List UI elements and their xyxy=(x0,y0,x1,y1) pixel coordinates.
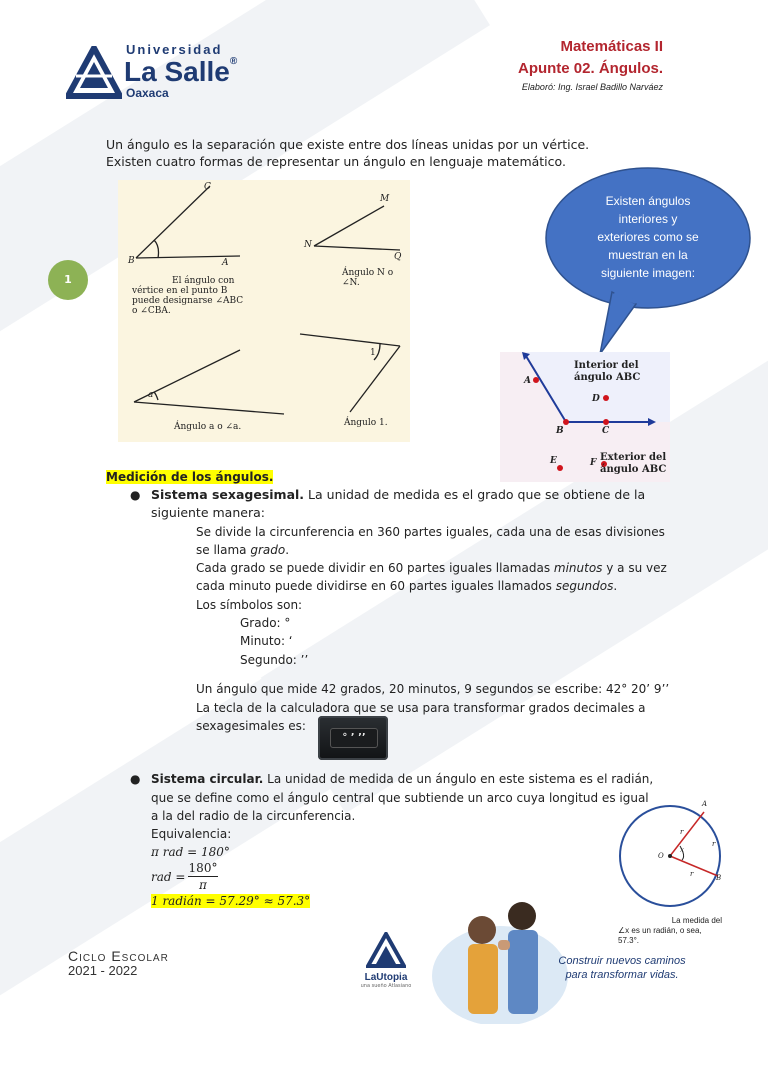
fraction-denominator: π xyxy=(199,878,207,892)
callout-line: interiores y xyxy=(618,212,678,226)
point-a-label: A xyxy=(524,376,531,386)
equation-one-radian-text: 1 radián = 57.29° ≈ 57.3° xyxy=(151,894,311,908)
point-f-label: F xyxy=(590,458,597,468)
point-b-label: B xyxy=(128,256,135,266)
radian-circle-figure xyxy=(614,800,726,910)
symbol-degree: Grado: ° xyxy=(240,616,291,630)
circle-caption-line: La medida del xyxy=(671,916,722,925)
intro-line-1: Un ángulo es la separación que existe entre dos líneas unidas por un vértice. xyxy=(106,137,590,152)
sexagesimal-p2-line2 xyxy=(196,577,617,595)
cycle-years: 2021 - 2022 xyxy=(68,963,138,978)
point-m-label: M xyxy=(380,194,390,204)
point-q-label: Q xyxy=(394,252,402,262)
angle-alpha-mark: a xyxy=(148,390,154,400)
dms-key-label: ° ’ ’’ xyxy=(342,732,366,743)
callout-line: siguiente imagen: xyxy=(600,266,696,280)
circle-caption-line: 57.3°. xyxy=(618,936,639,945)
equation-rad-fraction xyxy=(188,860,218,893)
sexagesimal-p2-line1 xyxy=(196,559,667,577)
caption-line: El ángulo con xyxy=(172,276,235,286)
sexagesimal-p1-line2 xyxy=(196,541,289,559)
bullet-dot: ● xyxy=(130,772,141,786)
fraction-numerator: 180° xyxy=(188,861,218,875)
calculator-line-1: La tecla de la calculadora que se usa para transformar grados decimales a xyxy=(196,701,646,715)
sexagesimal-term: Sistema sexagesimal. xyxy=(151,487,305,502)
slogan xyxy=(552,954,692,982)
text-emphasis: grado xyxy=(250,543,286,557)
interior-title xyxy=(574,360,640,384)
circle-angle-x: x xyxy=(680,846,684,854)
example-line: Un ángulo que mide 42 grados, 20 minutos, 9 segundos se escribe: 42° 20’ 9’’ xyxy=(196,682,670,696)
text-fragment: cada minuto puede dividirse en 60 partes iguales llamados xyxy=(196,579,556,593)
caption-angle-a: Ángulo a o ∠a. xyxy=(174,422,242,432)
sexagesimal-lead xyxy=(151,486,663,504)
calculator-key-image xyxy=(318,716,388,760)
bullet-dot: ● xyxy=(130,488,141,502)
lautopia-tagline: una sueño Atlasiano xyxy=(360,983,412,989)
circle-radius-label: r xyxy=(690,870,694,878)
caption-angle-one: Ángulo 1. xyxy=(344,418,388,428)
callout-text xyxy=(564,192,732,282)
text-fragment: se llama xyxy=(196,543,251,557)
radian-circle-drawing xyxy=(614,800,726,910)
caption-angle-n: Ángulo N o ∠N. xyxy=(342,268,394,288)
caption-line: puede designarse ∠ABC xyxy=(132,296,244,306)
equation-pi-rad: π rad = 180° xyxy=(151,845,230,859)
angle-notation-figure xyxy=(118,180,410,442)
circular-line-2: que se define como el ángulo central que subtiende un arco cuya longitud es igual xyxy=(151,791,649,805)
circular-line-3: a la del radio de la circunferencia. xyxy=(151,809,356,823)
slogan-line: para transformar vidas. xyxy=(565,969,679,981)
text-fragment: Cada grado se puede dividir en 60 partes iguales llamadas xyxy=(196,561,554,575)
note-title: Apunte 02. Ángulos. xyxy=(517,60,663,77)
point-d-label: D xyxy=(592,394,600,404)
point-a-label: A xyxy=(222,258,229,268)
dms-key xyxy=(330,728,378,748)
point-e-label: E xyxy=(550,456,557,466)
campus-name: Oaxaca xyxy=(126,86,169,100)
circle-point-a: A xyxy=(702,800,708,808)
students-photo xyxy=(430,880,570,1024)
section-title xyxy=(106,470,273,484)
circular-line1-text: La unidad de medida de un ángulo en este sistema es el radián, xyxy=(267,772,654,786)
university-word: Universidad xyxy=(126,42,223,57)
author-credit: Elaboró: Ing. Israel Badillo Narváez xyxy=(521,82,663,92)
exterior-title-line: ángulo ABC xyxy=(600,464,667,475)
text-emphasis: segundos xyxy=(555,579,614,593)
symbol-minute: Minuto: ‘ xyxy=(240,634,293,648)
course-title: Matemáticas II xyxy=(560,38,663,55)
circle-radius-label: r xyxy=(712,840,716,848)
circle-caption-line: ∠x es un radián, o sea, xyxy=(618,926,702,935)
page-number: 1 xyxy=(64,273,72,286)
equivalence-label: Equivalencia: xyxy=(151,827,232,841)
school-cycle xyxy=(68,948,169,978)
students-illustration xyxy=(430,880,570,1024)
caption-line: vértice en el punto B xyxy=(132,286,228,296)
circle-center-o: O xyxy=(658,852,664,860)
point-c-label: C xyxy=(602,426,610,436)
lautopia-mountain-icon xyxy=(366,932,406,968)
calculator-line-2: sexagesimales es: xyxy=(196,719,306,733)
circle-caption xyxy=(616,916,722,946)
callout-bubble xyxy=(544,166,752,356)
exterior-title xyxy=(600,452,666,476)
equation-rad-lhs: rad = xyxy=(151,870,186,884)
callout-line: muestran en la xyxy=(608,248,688,262)
point-c-label: C xyxy=(204,182,211,192)
text-emphasis: minutos xyxy=(553,561,603,575)
symbol-second: Segundo: ’’ xyxy=(240,653,309,667)
text-fragment: y a su vez xyxy=(602,561,667,575)
sexagesimal-lead-2: siguiente manera: xyxy=(151,505,265,520)
point-b-label: B xyxy=(556,426,564,436)
interior-title-line: ángulo ABC xyxy=(574,372,641,383)
registered-mark: ® xyxy=(229,56,238,67)
circle-point-b: B xyxy=(716,874,722,882)
text-fragment: . xyxy=(613,579,618,593)
caption-line: o ∠CBA. xyxy=(132,306,171,316)
interior-title-line: Interior del xyxy=(574,360,639,371)
brand-text: La Salle xyxy=(124,56,230,87)
slogan-line: Construir nuevos caminos xyxy=(558,955,686,967)
sexagesimal-p1-line1: Se divide la circunferencia en 360 partes iguales, cada una de esas divisiones xyxy=(196,525,665,539)
interior-exterior-figure xyxy=(500,352,670,482)
cycle-label: Ciclo Escolar xyxy=(68,948,169,964)
symbols-title: Los símbolos son: xyxy=(196,598,303,612)
lautopia-wordmark: LaUtopia xyxy=(364,972,408,983)
lautopia-logo xyxy=(356,932,416,1022)
circular-term: Sistema circular. xyxy=(151,772,264,786)
intro-line-2: Existen cuatro formas de representar un ángulo en lenguaje matemático. xyxy=(106,154,566,169)
equation-one-radian xyxy=(151,894,310,908)
exterior-title-line: Exterior del xyxy=(600,452,667,463)
angle-one-mark: 1 xyxy=(370,348,376,358)
circular-line-1 xyxy=(151,770,663,788)
university-logo xyxy=(66,42,246,102)
callout-line: Existen ángulos xyxy=(605,194,691,208)
caption-angle-abc xyxy=(132,276,243,316)
la-salle-triangle-icon xyxy=(66,46,122,100)
page-number-badge xyxy=(48,260,88,300)
point-n-label: N xyxy=(304,240,312,250)
section-title-text: Medición de los ángulos. xyxy=(106,470,274,484)
circle-radius-label: r xyxy=(680,828,684,836)
sexagesimal-lead-text: La unidad de medida es el grado que se obtiene de la xyxy=(308,487,646,502)
callout-line: exteriores como se xyxy=(597,230,699,244)
text-fragment: . xyxy=(285,543,290,557)
brand-name xyxy=(124,56,237,88)
